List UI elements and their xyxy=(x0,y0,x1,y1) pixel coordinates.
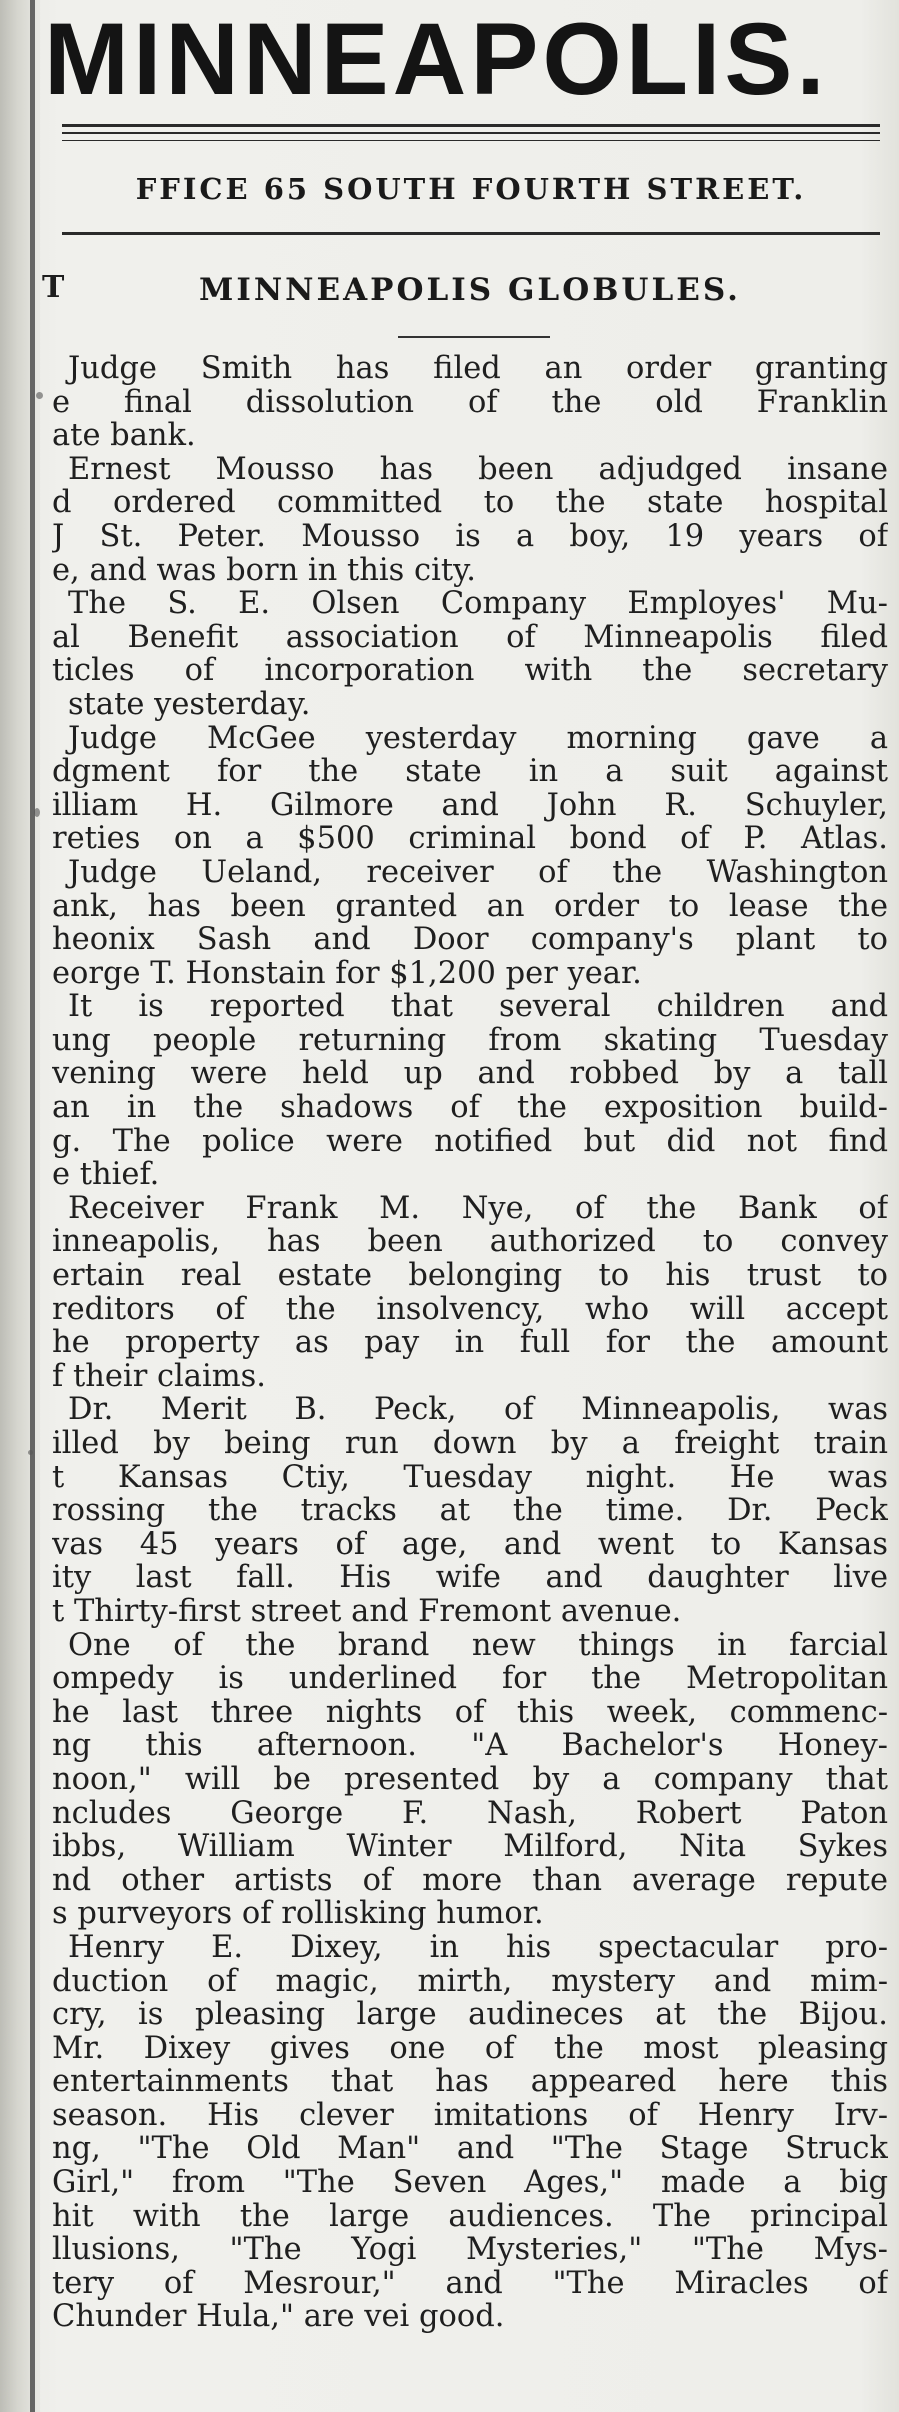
article-line: Judge McGee yesterday morning gave a xyxy=(68,721,888,756)
article-line: state yesterday. xyxy=(68,687,311,722)
article-line: Girl," from "The Seven Ages," made a big xyxy=(52,2166,888,2200)
article-line: entertainments that has appeared here this xyxy=(52,2065,888,2099)
article-line: ompedy is underlined for the Metropolitan xyxy=(52,1662,888,1696)
article-line: dgment for the state in a suit against xyxy=(52,755,888,789)
masthead-title: MINNEAPOLIS. xyxy=(44,4,829,114)
article-line: Henry E. Dixey, in his spectacular pro- xyxy=(68,1930,888,1965)
article-line: hit with the large audiences. The principal xyxy=(52,2199,888,2234)
article-line: tery of Mesrour," and "The Miracles of xyxy=(52,2266,888,2301)
article-line: nd other artists of more than average repute xyxy=(52,1863,888,1898)
article-line: al Benefit association of Minneapolis filed xyxy=(52,620,888,655)
article-line: d ordered committed to the state hospital xyxy=(52,486,888,520)
article-line: inneapolis, has been authorized to convey xyxy=(52,1225,888,1260)
article-line: illed by being run down by a freight train xyxy=(52,1427,888,1461)
article-line: duction of magic, mirth, mystery and mim- xyxy=(52,1964,888,1999)
article-line: f their claims. xyxy=(52,1359,267,1394)
article-line: vas 45 years of age, and went to Kansas xyxy=(52,1527,888,1562)
article-line: The S. E. Olsen Company Employes' Mu- xyxy=(68,587,888,621)
article-line: It is reported that several children and xyxy=(68,990,888,1024)
article-line: eorge T. Honstain for $1,200 per year. xyxy=(52,956,642,991)
article-line: ncludes George F. Nash, Robert Paton xyxy=(52,1796,888,1831)
article-line: llusions, "The Yogi Mysteries," "The Mys- xyxy=(52,2233,888,2267)
article-line: Judge Ueland, receiver of the Washington xyxy=(68,855,888,890)
article-line: Mr. Dixey gives one of the most pleasing xyxy=(52,2031,888,2066)
article-line: g. The police were notified but did not find xyxy=(52,1124,888,1159)
article-line: he property as pay in full for the amount xyxy=(52,1326,888,1360)
article-line: ertain real estate belonging to his trust to xyxy=(52,1259,888,1293)
article-line: reties on a $500 criminal bond of P. Atlas. xyxy=(52,822,888,856)
office-rule xyxy=(62,232,880,235)
article-line: reditors of the insolvency, who will accept xyxy=(52,1292,888,1327)
article-line: he last three nights of this week, commenc- xyxy=(52,1695,888,1730)
article-line: Dr. Merit B. Peck, of Minneapolis, was xyxy=(68,1393,888,1427)
article-line: e thief. xyxy=(52,1158,160,1192)
article-line: rossing the tracks at the time. Dr. Peck xyxy=(52,1494,888,1528)
article-line: ticles of incorporation with the secretary xyxy=(52,654,888,688)
article-line: illiam H. Gilmore and John R. Schuyler, xyxy=(52,788,888,823)
article-line: vening were held up and robbed by a tall xyxy=(52,1057,888,1092)
masthead-rule-inner xyxy=(62,132,880,134)
article-line: Judge Smith has filed an order granting xyxy=(68,352,888,386)
article-line: ate bank. xyxy=(52,419,196,453)
masthead-rule-thin xyxy=(62,140,880,141)
article-line: ibbs, William Winter Milford, Nita Sykes xyxy=(52,1830,888,1864)
ink-speck xyxy=(36,392,43,399)
article-line: Chunder Hula," are vei good. xyxy=(52,2300,505,2335)
heading-marker: T xyxy=(42,270,65,305)
article-line: e, and was born in this city. xyxy=(52,553,476,588)
section-heading: MINNEAPOLIS GLOBULES. xyxy=(199,272,741,308)
article-line: heonix Sash and Door company's plant to xyxy=(52,923,888,957)
heading-underline xyxy=(398,336,550,338)
article-line: an in the shadows of the exposition build- xyxy=(52,1091,888,1125)
article-line: ity last fall. His wife and daughter live xyxy=(52,1561,888,1595)
article-line: season. His clever imitations of Henry Irv- xyxy=(52,2098,888,2133)
column-rule-vertical xyxy=(30,0,35,2412)
article-line: t Kansas Ctiy, Tuesday night. He was xyxy=(52,1460,888,1495)
office-address: FFICE 65 SOUTH FOURTH STREET. xyxy=(135,172,807,206)
article-line: J St. Peter. Mousso is a boy, 19 years of xyxy=(52,519,888,554)
article-line: ung people returning from skating Tuesday xyxy=(52,1023,888,1058)
article-line: ank, has been granted an order to lease the xyxy=(52,889,888,924)
article-line: s purveyors of rollisking humor. xyxy=(52,1897,544,1931)
article-line: Receiver Frank M. Nye, of the Bank of xyxy=(68,1191,888,1226)
article-line: ng this afternoon. "A Bachelor's Honey- xyxy=(52,1729,888,1763)
article-line: noon," will be presented by a company that xyxy=(52,1762,888,1797)
ink-speck xyxy=(28,1450,33,1455)
article-line: ng, "The Old Man" and "The Stage Struck xyxy=(52,2132,888,2167)
article-line: t Thirty-first street and Fremont avenue. xyxy=(52,1594,682,1629)
ink-speck xyxy=(34,808,40,817)
article-line: Ernest Mousso has been adjudged insane xyxy=(68,452,888,487)
article-line: e final dissolution of the old Franklin xyxy=(52,385,888,420)
article-body xyxy=(52,352,888,2334)
article-line: cry, is pleasing large audineces at the Bijou. xyxy=(52,1998,888,2032)
masthead-rule-top xyxy=(62,124,880,127)
article-line: One of the brand new things in farcial xyxy=(68,1628,888,1663)
